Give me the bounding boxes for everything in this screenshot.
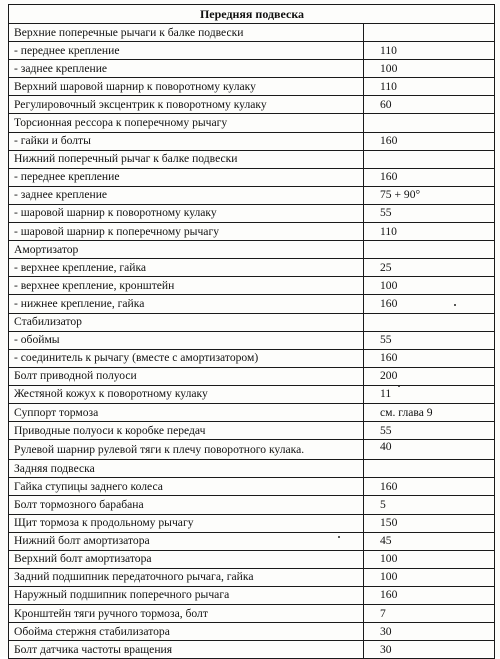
row-label: - заднее крепление (9, 186, 364, 204)
row-label: Верхние поперечные рычаги к балке подвески (9, 24, 364, 42)
row-label: Стабилизатор (9, 313, 364, 331)
table-row (9, 168, 495, 186)
table-row (9, 114, 495, 132)
row-value: 60 (364, 96, 495, 114)
table-row (9, 403, 495, 421)
table-row (9, 641, 495, 659)
table-row (9, 514, 495, 532)
row-value: 55 (364, 204, 495, 222)
table-row (9, 460, 495, 478)
row-label: Верхний болт амортизатора (9, 550, 364, 568)
row-label: - верхнее крепление, кронштейн (9, 277, 364, 295)
table-row (9, 422, 495, 440)
row-value: 40 (364, 440, 495, 460)
row-label: Амортизатор (9, 241, 364, 259)
row-label: Регулировочный эксцентрик к поворотному кулаку (9, 96, 364, 114)
table-row (9, 96, 495, 114)
row-value: 75 + 90° (364, 186, 495, 204)
row-label: Рулевой шарнир рулевой тяги к плечу поворотного кулака. (9, 440, 364, 460)
row-value (364, 150, 495, 168)
row-label: Болт приводной полуоси (9, 367, 364, 385)
table-row (9, 496, 495, 514)
row-value: 110 (364, 42, 495, 60)
table-row (9, 78, 495, 96)
row-value: 110 (364, 223, 495, 241)
row-value: 55 (364, 331, 495, 349)
row-label: Болт датчика частоты вращения (9, 641, 364, 659)
row-label: - гайки и болты (9, 132, 364, 150)
table-row (9, 223, 495, 241)
row-value: 100 (364, 550, 495, 568)
row-label: Щит тормоза к продольному рычагу (9, 514, 364, 532)
row-value: 5 (364, 496, 495, 514)
table-body (9, 24, 495, 659)
table-row (9, 367, 495, 385)
row-value: 160 (364, 349, 495, 367)
table-row (9, 60, 495, 78)
table-row (9, 385, 495, 403)
row-value: 45 (364, 532, 495, 550)
table-row (9, 241, 495, 259)
row-value: 11 (364, 385, 495, 403)
row-label: - переднее крепление (9, 168, 364, 186)
row-value: 100 (364, 60, 495, 78)
scan-speck (454, 304, 456, 306)
row-value (364, 241, 495, 259)
table-title: Передняя подвеска (9, 5, 495, 24)
row-value: см. глава 9 (364, 403, 495, 421)
row-label: - верхнее крепление, гайка (9, 259, 364, 277)
row-label: Задний подшипник передаточного рычага, гайка (9, 568, 364, 586)
row-value: 110 (364, 78, 495, 96)
row-label: Верхний шаровой шарнир к поворотному кулаку (9, 78, 364, 96)
table-row (9, 623, 495, 641)
table-row (9, 568, 495, 586)
row-label: - обоймы (9, 331, 364, 349)
row-label: Жестяной кожух к поворотному кулаку (9, 385, 364, 403)
table-row (9, 605, 495, 623)
row-value (364, 313, 495, 331)
table-row (9, 259, 495, 277)
table-row (9, 313, 495, 331)
table-row (9, 277, 495, 295)
row-label: Кронштейн тяги ручного тормоза, болт (9, 605, 364, 623)
row-value (364, 24, 495, 42)
row-value: 200 (364, 367, 495, 385)
row-value: 150 (364, 514, 495, 532)
table-row (9, 150, 495, 168)
row-label: Задняя подвеска (9, 460, 364, 478)
row-label: - заднее крепление (9, 60, 364, 78)
table-row (9, 132, 495, 150)
table-row (9, 24, 495, 42)
table-header-row (9, 5, 495, 24)
row-label: Гайка ступицы заднего колеса (9, 478, 364, 496)
row-value (364, 114, 495, 132)
row-value: 25 (364, 259, 495, 277)
row-value: 160 (364, 168, 495, 186)
row-value: 55 (364, 422, 495, 440)
scan-speck (338, 536, 340, 538)
row-value: 160 (364, 295, 495, 313)
table-row (9, 204, 495, 222)
table-row (9, 331, 495, 349)
row-label: - переднее крепление (9, 42, 364, 60)
row-label: Наружный подшипник поперечного рычага (9, 586, 364, 604)
row-label: - соединитель к рычагу (вместе с амортизатором) (9, 349, 364, 367)
row-value: 100 (364, 277, 495, 295)
row-label: Болт тормозного барабана (9, 496, 364, 514)
row-label: - шаровой шарнир к поворотному кулаку (9, 204, 364, 222)
table-row (9, 349, 495, 367)
row-label: - шаровой шарнир к поперечному рычагу (9, 223, 364, 241)
table-row (9, 440, 495, 460)
row-label: Обойма стержня стабилизатора (9, 623, 364, 641)
table-row (9, 478, 495, 496)
scan-speck (398, 385, 400, 387)
row-value: 100 (364, 568, 495, 586)
row-label: Суппорт тормоза (9, 403, 364, 421)
table-row (9, 295, 495, 313)
row-label: Нижний болт амортизатора (9, 532, 364, 550)
row-value: 7 (364, 605, 495, 623)
row-value: 160 (364, 586, 495, 604)
table-row (9, 532, 495, 550)
row-label: - нижнее крепление, гайка (9, 295, 364, 313)
row-value: 160 (364, 132, 495, 150)
row-value (364, 460, 495, 478)
table-row (9, 42, 495, 60)
row-label: Нижний поперечный рычаг к балке подвески (9, 150, 364, 168)
torque-table (8, 4, 495, 659)
table-row (9, 186, 495, 204)
table-row (9, 550, 495, 568)
row-label: Торсионная рессора к поперечному рычагу (9, 114, 364, 132)
row-value: 30 (364, 623, 495, 641)
row-value: 30 (364, 641, 495, 659)
table-row (9, 586, 495, 604)
row-value: 160 (364, 478, 495, 496)
row-label: Приводные полуоси к коробке передач (9, 422, 364, 440)
